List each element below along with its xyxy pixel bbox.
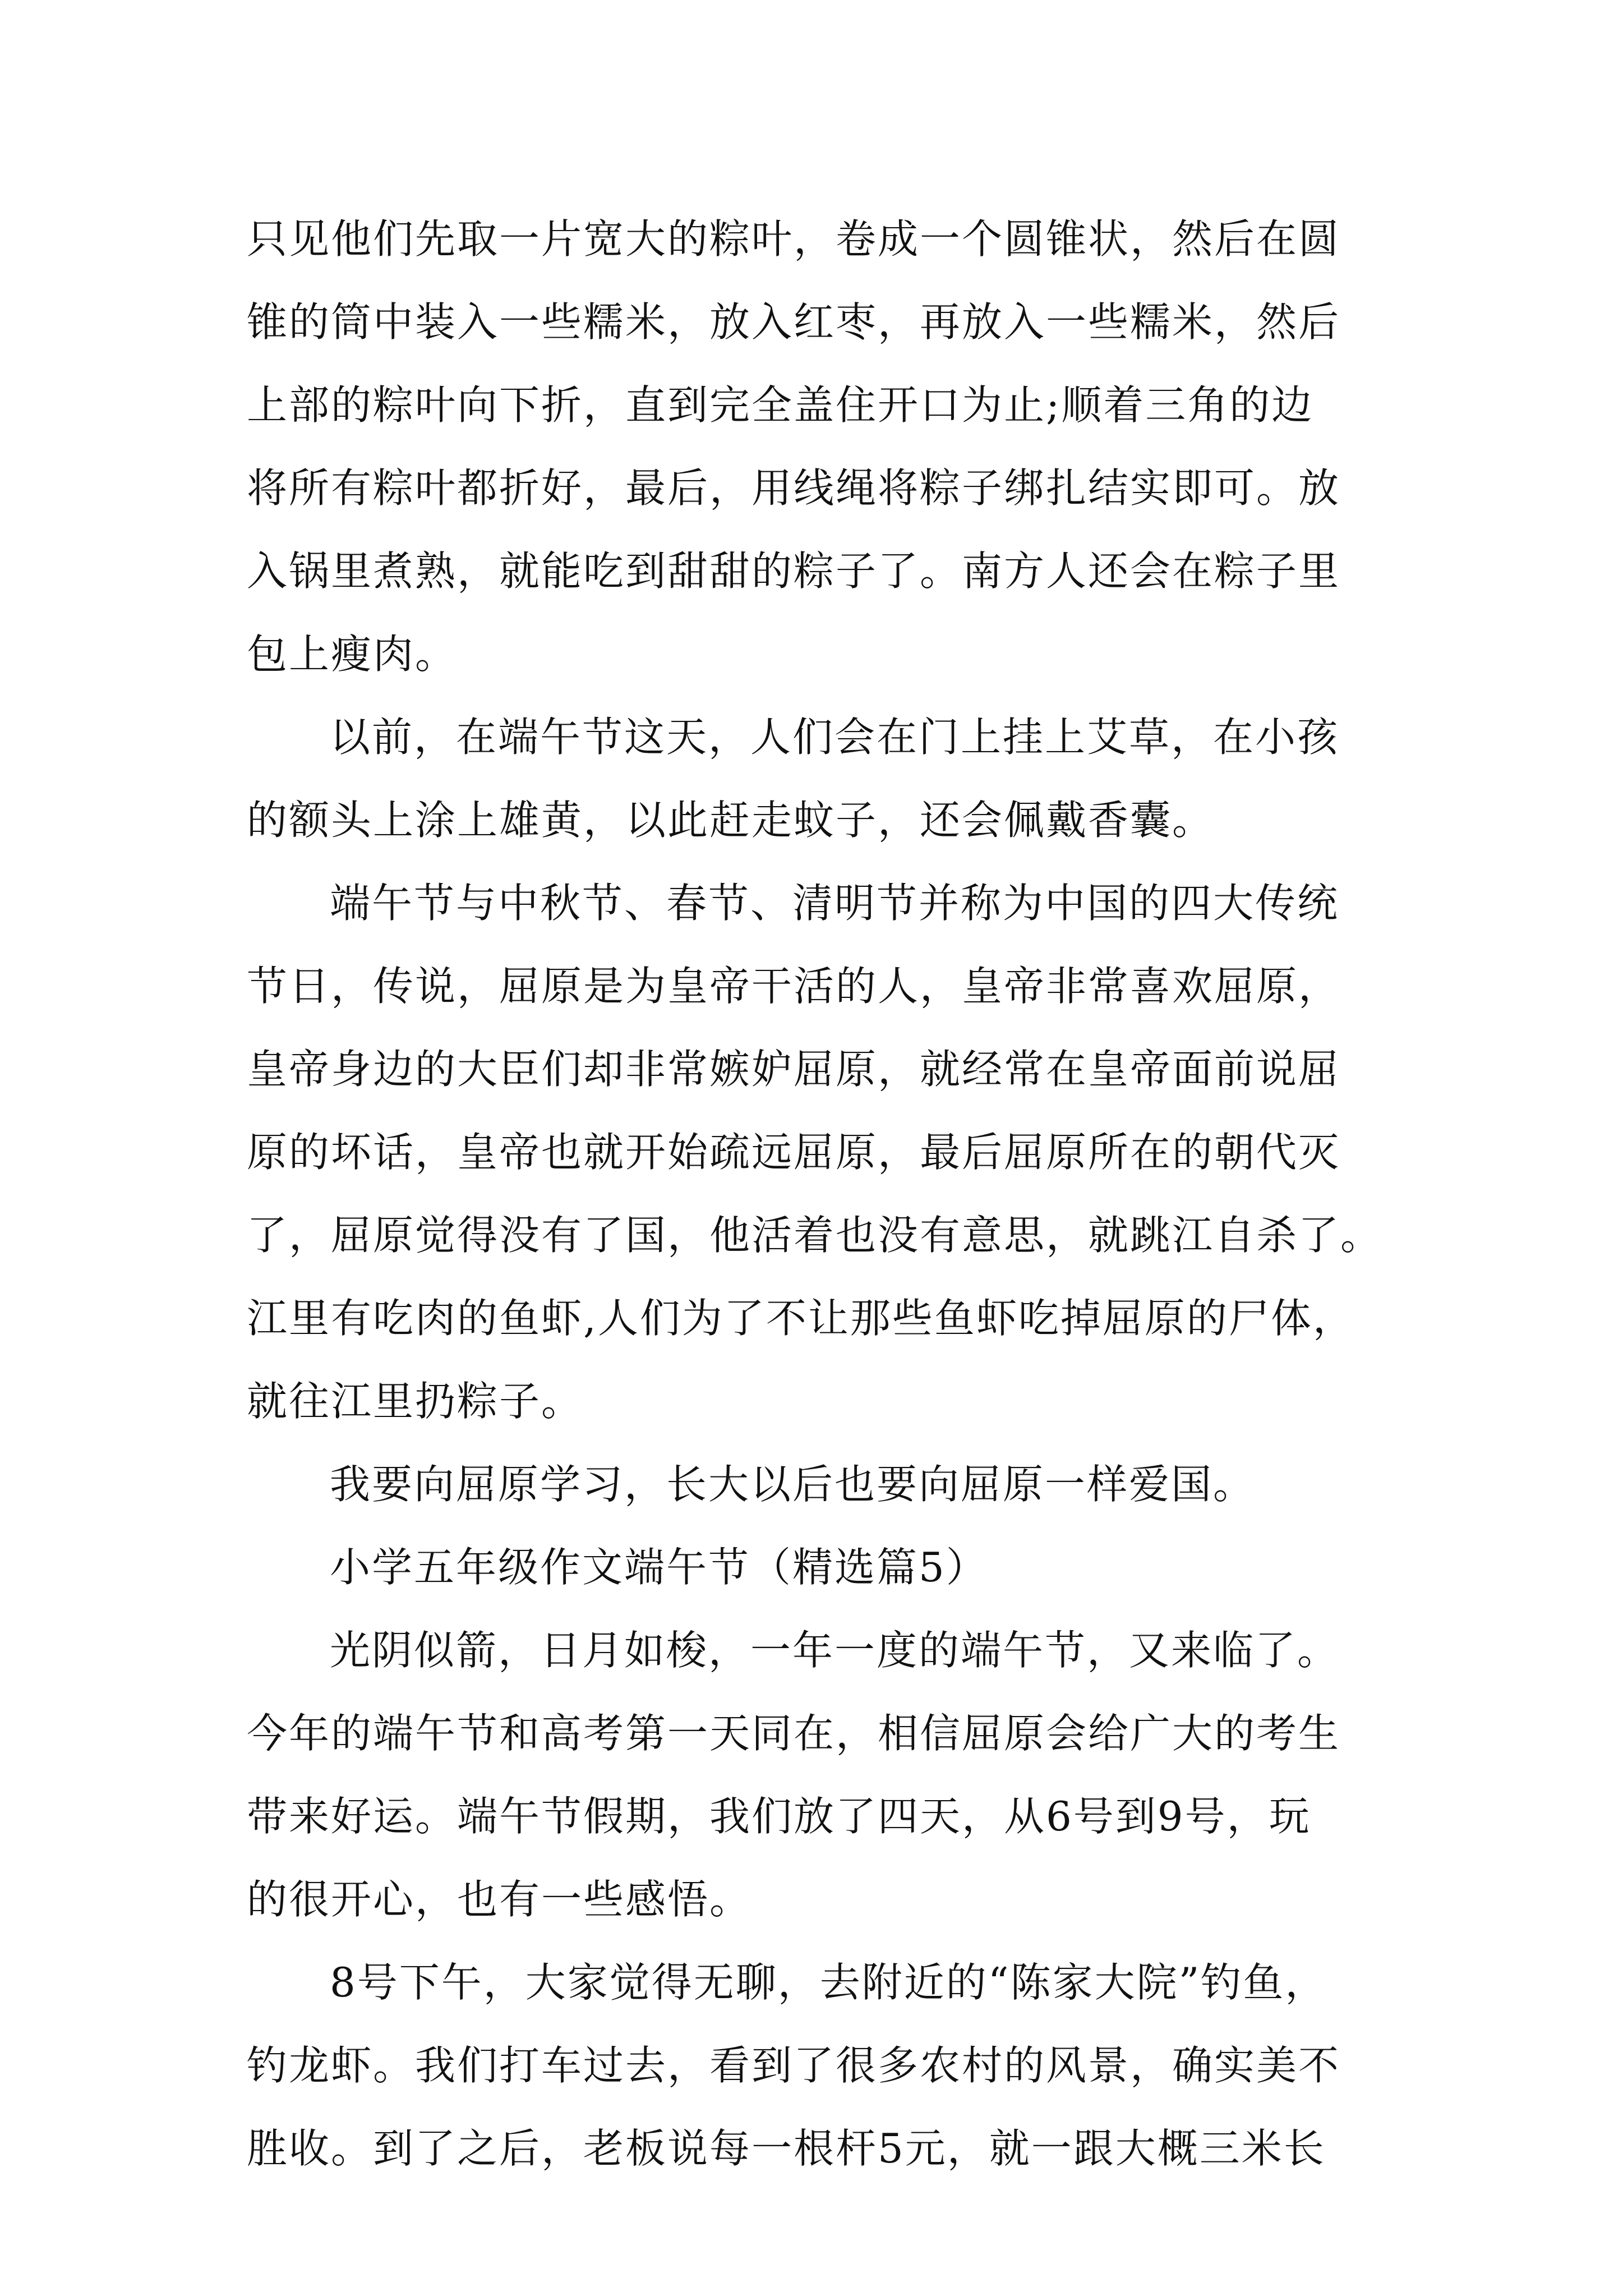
document-body xyxy=(247,197,1413,2190)
text-line: 今年的端午节和高考第一天同在，相信屈原会给广大的考生 xyxy=(247,1710,1341,1757)
text-line: 胜收。到了之后，老板说每一根杆5元，就一跟大概三米长 xyxy=(247,2125,1326,2172)
text-line: 包上瘦肉。 xyxy=(247,631,458,678)
text-line: 的很开心，也有一些感悟。 xyxy=(247,1876,752,1923)
text-line: 了，屈原觉得没有了国，他活着也没有意思，就跳江自杀了。 xyxy=(247,1212,1383,1259)
text-line: 节日，传说，屈原是为皇帝干活的人，皇帝非常喜欢屈原， xyxy=(247,963,1341,1010)
text-line: 的额头上涂上雄黄，以此赶走蚊子，还会佩戴香囊。 xyxy=(247,797,1215,844)
text-line: 入锅里煮熟，就能吃到甜甜的粽子了。南方人还会在粽子里 xyxy=(247,547,1341,595)
text-line: 皇帝身边的大臣们却非常嫉妒屈原，就经常在皇帝面前说屈 xyxy=(247,1046,1341,1093)
text-line: 原的坏话，皇帝也就开始疏远屈原，最后屈原所在的朝代灭 xyxy=(247,1129,1341,1176)
text-line: 以前，在端午节这天，人们会在门上挂上艾草，在小孩 xyxy=(330,714,1340,761)
text-line: 只见他们先取一片宽大的粽叶，卷成一个圆锥状，然后在圆 xyxy=(247,215,1341,263)
text-line: 光阴似箭，日月如梭，一年一度的端午节，又来临了。 xyxy=(330,1627,1340,1674)
text-line: 就往江里扔粽子。 xyxy=(247,1378,584,1425)
text-line: 带来好运。端午节假期，我们放了四天，从6号到9号，玩 xyxy=(247,1793,1311,1840)
text-line: 锥的筒中装入一些糯米，放入红枣，再放入一些糯米，然后 xyxy=(247,298,1341,346)
text-line: 将所有粽叶都折好，最后，用线绳将粽子绑扎结实即可。放 xyxy=(247,464,1341,512)
section-heading: 小学五年级作文端午节（精选篇5） xyxy=(330,1544,988,1591)
text-line: 江里有吃肉的鱼虾,人们为了不让那些鱼虾吃掉屈原的尸体， xyxy=(247,1295,1355,1342)
text-line: 8号下午，大家觉得无聊，去附近的“陈家大院”钓鱼， xyxy=(330,1959,1327,2006)
text-line: 钓龙虾。我们打车过去，看到了很多农村的风景，确实美不 xyxy=(247,2042,1341,2089)
text-line: 上部的粽叶向下折，直到完全盖住开口为止;顺着三角的边 xyxy=(247,381,1314,429)
text-line: 我要向屈原学习，长大以后也要向屈原一样爱国。 xyxy=(330,1461,1256,1508)
text-line: 端午节与中秋节、春节、清明节并称为中国的四大传统 xyxy=(330,880,1340,927)
